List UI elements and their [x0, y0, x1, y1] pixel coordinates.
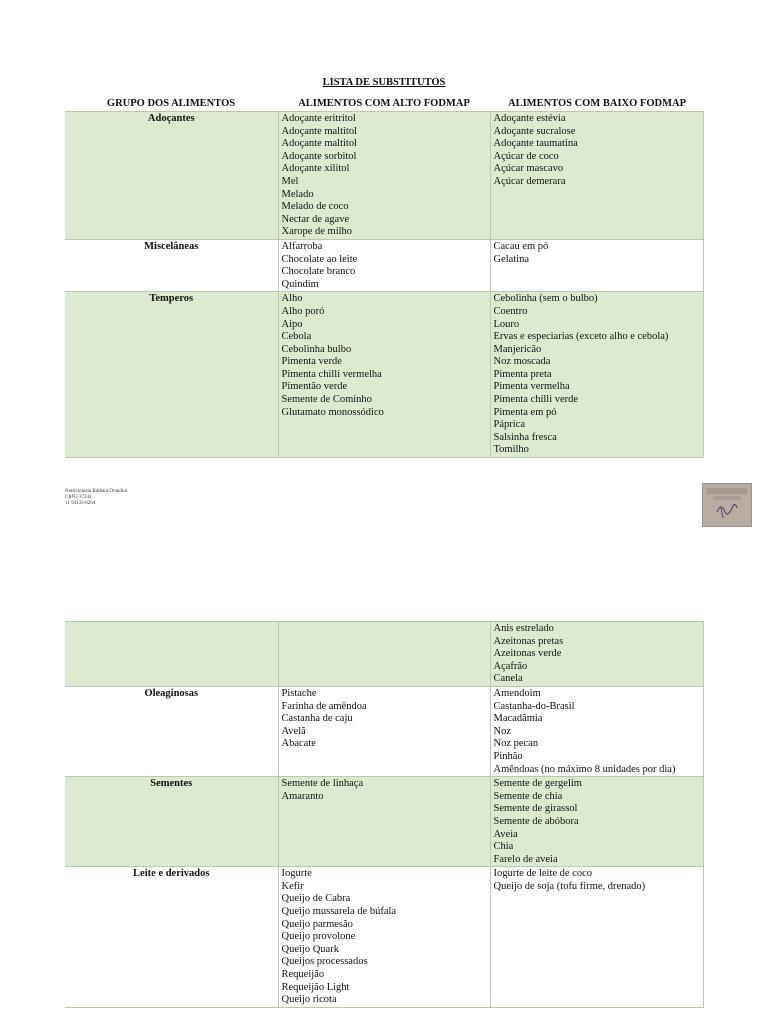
- low-fodmap-item: Tomilho: [493, 444, 529, 456]
- food-group-row-miscelaneas: [65, 239, 703, 291]
- high-fodmap-item: Pimenta chilli vermelha: [281, 368, 382, 380]
- low-fodmap-item: Amendoim: [493, 687, 541, 699]
- low-fodmap-item: Pimenta chilli verde: [493, 394, 579, 406]
- low-fodmap-item: Cacau em pó: [493, 240, 549, 252]
- high-fodmap-item: Queijo parmesão: [281, 918, 353, 930]
- food-group-name: [65, 622, 278, 687]
- high-fodmap-item: Adoçante eritritol: [281, 113, 356, 124]
- high-fodmap-cell: [278, 867, 490, 1008]
- high-fodmap-item: Alfarroba: [281, 240, 323, 252]
- low-fodmap-item: Aveia: [493, 828, 518, 840]
- high-fodmap-item: Cebola: [281, 331, 312, 343]
- low-fodmap-item: Açafrão: [493, 660, 528, 672]
- high-fodmap-item: Adoçante maltitol: [281, 125, 358, 137]
- high-fodmap-item: Iogurte: [281, 868, 312, 880]
- low-fodmap-item: Noz moscada: [493, 356, 551, 368]
- high-fodmap-item: Requeijão: [281, 969, 325, 981]
- low-fodmap-cell: [490, 622, 703, 687]
- low-fodmap-item: Chia: [493, 841, 514, 853]
- high-fodmap-item: Queijo de Cabra: [281, 893, 351, 905]
- low-fodmap-item: Gelatina: [493, 253, 530, 265]
- food-group-name: Miscelâneas: [144, 240, 199, 252]
- low-fodmap-item: Canela: [493, 673, 523, 685]
- low-fodmap-cell: [490, 867, 703, 1008]
- high-fodmap-item: Pistache: [281, 687, 317, 699]
- low-fodmap-item: Ervas e especiarias (exceto alho e cebola): [493, 331, 669, 343]
- low-fodmap-item: Semente de girassol: [493, 803, 578, 815]
- substitutes-table-page1: [65, 111, 704, 458]
- high-fodmap-item: Aipo: [281, 318, 303, 330]
- page-title: LISTA DE SUBSTITUTOS: [322, 77, 446, 88]
- low-fodmap-item: Azeitonas verde: [493, 648, 562, 660]
- low-fodmap-item: Pimenta preta: [493, 368, 552, 380]
- nutritionist-phone: 11 94133-6264: [65, 501, 96, 506]
- food-group-row-sementes: [65, 777, 703, 867]
- high-fodmap-item: Alho poró: [281, 305, 325, 317]
- high-fodmap-item: Queijo provolone: [281, 931, 356, 943]
- high-fodmap-item: Castanha de caju: [281, 713, 353, 725]
- high-fodmap-item: Semente de Cominho: [281, 394, 372, 406]
- substitutes-table-page2: [65, 621, 704, 1008]
- nutritionist-name: Nutricionista Bárbara Orandini: [65, 489, 128, 494]
- header-high-fodmap: ALIMENTOS COM ALTO FODMAP: [298, 98, 470, 109]
- high-fodmap-item: Mel: [281, 175, 299, 187]
- low-fodmap-item: Amêndoas (no máximo 8 unidades por dia): [493, 763, 676, 775]
- high-fodmap-item: Requeijão Light: [281, 981, 350, 993]
- low-fodmap-item: Adoçante taumatina: [493, 138, 578, 150]
- low-fodmap-item: Semente de chia: [493, 790, 563, 802]
- food-group-name: Oleaginosas: [144, 687, 199, 699]
- low-fodmap-item: Macadâmia: [493, 713, 543, 725]
- low-fodmap-item: Adoçante estévia: [493, 113, 566, 124]
- low-fodmap-item: Salsinha fresca: [493, 431, 557, 443]
- high-fodmap-item: Xarope de milho: [281, 226, 353, 238]
- low-fodmap-cell: [490, 686, 703, 776]
- high-fodmap-item: Amaranto: [281, 790, 324, 802]
- low-fodmap-cell: [490, 239, 703, 291]
- high-fodmap-item: Adoçante maltitol: [281, 138, 358, 150]
- food-group-name: Adoçantes: [65, 112, 278, 240]
- low-fodmap-item: Noz: [493, 725, 511, 737]
- low-fodmap-item: Açúcar de coco: [493, 150, 559, 162]
- low-fodmap-item: Açúcar demerara: [493, 175, 566, 187]
- high-fodmap-item: Alho: [281, 293, 303, 305]
- high-fodmap-item: Cebolinha bulbo: [281, 343, 352, 355]
- low-fodmap-item: Cebolinha (sem o bulbo): [493, 293, 598, 305]
- low-fodmap-item: Farelo de aveia: [493, 853, 558, 865]
- high-fodmap-item: Pimentão verde: [281, 381, 348, 393]
- high-fodmap-item: Abacate: [281, 738, 316, 750]
- nutritionist-footer: [65, 489, 127, 507]
- low-fodmap-item: Noz pecan: [493, 738, 539, 750]
- high-fodmap-item: Semente de linhaça: [281, 778, 364, 790]
- high-fodmap-item: Glutamato monossódico: [281, 406, 384, 418]
- high-fodmap-item: Melado de coco: [281, 201, 349, 213]
- food-group-row-oleaginosas: [65, 686, 703, 776]
- header-food-group: GRUPO DOS ALIMENTOS: [106, 98, 236, 109]
- food-group-row-leite-e-derivados: [65, 867, 703, 1008]
- low-fodmap-item: Pimenta em pó: [493, 406, 557, 418]
- high-fodmap-item: Queijo mussarela de búfala: [281, 906, 397, 918]
- high-fodmap-item: Chocolate ao leite: [281, 253, 358, 265]
- high-fodmap-item: Chocolate branco: [281, 266, 356, 278]
- high-fodmap-cell: [278, 622, 490, 687]
- low-fodmap-cell: [490, 112, 703, 240]
- low-fodmap-item: Semente de gergelim: [493, 778, 582, 790]
- high-fodmap-item: Farinha de amêndoa: [281, 700, 367, 712]
- low-fodmap-item: Iogurte de leite de coco: [493, 868, 593, 880]
- food-group-name: Temperos: [65, 292, 278, 458]
- low-fodmap-item: Manjericão: [493, 343, 542, 355]
- header-low-fodmap: ALIMENTOS COM BAIXO FODMAP: [507, 98, 687, 109]
- food-group-row-continued: [65, 622, 703, 687]
- low-fodmap-item: Páprica: [493, 419, 525, 431]
- high-fodmap-item: Melado: [281, 188, 314, 200]
- low-fodmap-item: Louro: [493, 318, 520, 330]
- high-fodmap-item: Adoçante sorbitol: [281, 150, 357, 162]
- high-fodmap-item: Queijo Quark: [281, 943, 339, 955]
- high-fodmap-item: Pimenta verde: [281, 356, 342, 368]
- low-fodmap-item: Semente de abóbora: [493, 815, 579, 827]
- high-fodmap-item: Quindim: [281, 278, 319, 290]
- low-fodmap-item: Adoçante sucralose: [493, 125, 576, 137]
- low-fodmap-item: Anis estrelado: [493, 623, 554, 634]
- nutritionist-stamp-image: [702, 483, 752, 527]
- low-fodmap-item: Azeitonas pretas: [493, 635, 564, 647]
- low-fodmap-item: Castanha-do-Brasil: [493, 700, 575, 712]
- food-group-name: Sementes: [65, 777, 278, 867]
- low-fodmap-item: Pimenta vermelha: [493, 381, 570, 393]
- high-fodmap-cell: [278, 239, 490, 291]
- nutritionist-registration: CRN3 37242: [65, 495, 92, 500]
- food-group-name: Leite e derivados: [133, 868, 210, 880]
- high-fodmap-item: Avelã: [281, 725, 306, 737]
- low-fodmap-cell: [490, 777, 703, 867]
- high-fodmap-cell: [278, 292, 490, 458]
- high-fodmap-cell: [278, 777, 490, 867]
- low-fodmap-item: Queijo de soja (tofu firme, drenado): [493, 880, 646, 892]
- high-fodmap-cell: [278, 686, 490, 776]
- low-fodmap-item: Pinhão: [493, 750, 523, 762]
- low-fodmap-item: Coentro: [493, 305, 528, 317]
- high-fodmap-item: Kefir: [281, 880, 304, 892]
- high-fodmap-cell: [278, 112, 490, 240]
- low-fodmap-item: Açúcar mascavo: [493, 163, 564, 175]
- high-fodmap-item: Queijo ricota: [281, 994, 337, 1006]
- high-fodmap-item: Adoçante xilitol: [281, 163, 350, 175]
- high-fodmap-item: Nectar de agave: [281, 213, 350, 225]
- stamp-signature-icon: [703, 484, 751, 526]
- food-group-row-adocantes: [65, 112, 703, 240]
- low-fodmap-cell: [490, 292, 703, 458]
- high-fodmap-item: Queijos processados: [281, 956, 368, 968]
- food-group-row-temperos: [65, 292, 703, 458]
